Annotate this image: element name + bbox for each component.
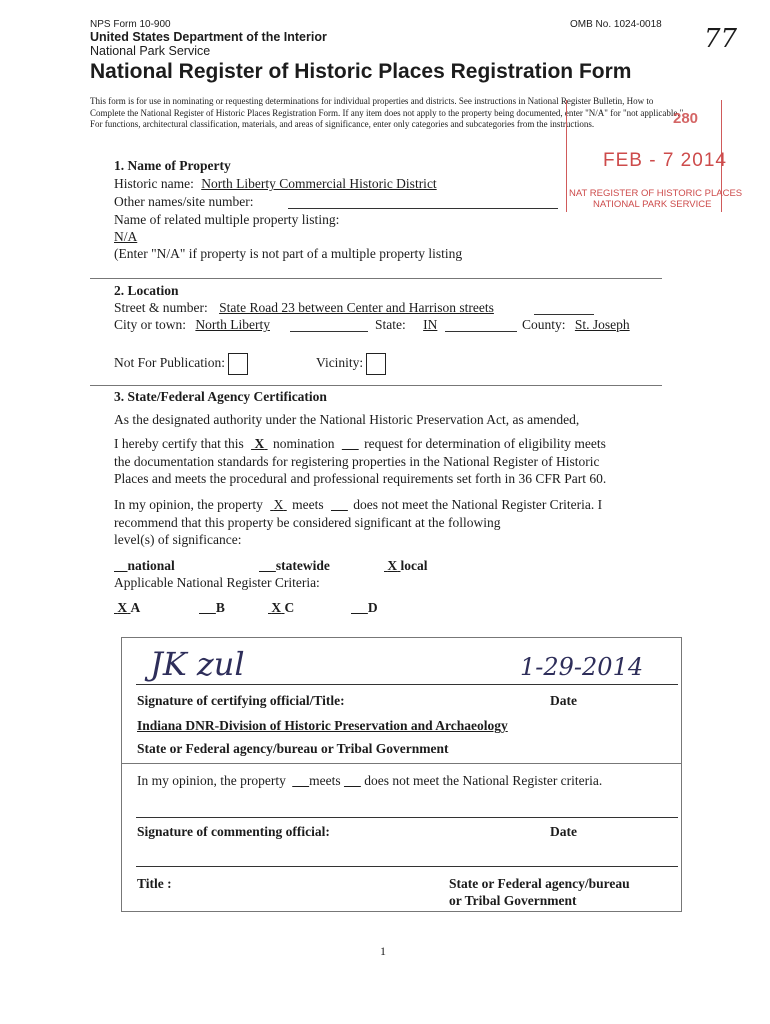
instructions-paragraph: This form is for use in nominating or requesting determinations for individual properties and districts. See instructions in National Register Bulletin, How to Complete the National Register of Historic Places Registration Form. If any item does not apply to the property being documented, enter "N/A" for "not applicable." For functions, architectural classification, materials, and areas of significance, enter only categories and subcategories from the instructions. [90,96,684,129]
certify-line-3: Places and meets the procedural and professional requirements set forth in 36 CFR Part 60. [114,471,607,486]
other-names-row [114,194,253,210]
section-3-heading: 3. State/Federal Agency Certification [114,389,327,404]
certify-line-2: the documentation standards for registering properties in the National Register of Historic [114,454,600,469]
signature-line [136,684,678,685]
signature-label: Signature of certifying official/Title: [137,693,345,708]
certifying-date-handwritten[interactable]: 1-29-2014 [520,653,644,681]
stamp-service-line: NATIONAL PARK SERVICE [593,199,712,210]
agency-bureau-line-1: State or Federal agency/bureau [449,876,630,891]
date-label: Date [550,693,577,708]
stamp-register-line: NAT REGISTER OF HISTORIC PLACES [569,188,743,199]
street-blank-tail [534,314,594,315]
nomination-mark[interactable]: X [254,436,265,451]
form-title: National Register of Historic Places Registration Form [90,60,632,83]
related-listing-label: Name of related multiple property listing: [114,212,340,227]
state-blank-tail [445,331,517,332]
service-name: National Park Service [90,44,211,58]
commenting-signature-line[interactable] [136,817,678,818]
opinion-text-c: does not meet the National Register Criteria. I [353,497,603,512]
street-value[interactable]: State Road 23 between Center and Harrison streets [219,300,494,315]
criteria-b[interactable]: B [215,600,225,615]
street-label: Street & number: [114,300,208,315]
section-1-heading: 1. Name of Property [114,158,231,173]
commenting-signature-label: Signature of commenting official: [137,824,330,839]
county-row [522,317,630,333]
received-stamp [566,100,743,212]
handwritten-page-number: 77 [704,24,738,54]
street-row [114,300,494,316]
commenting-meets-mark[interactable] [292,773,309,788]
opinion-line-1 [114,497,602,513]
commenting-does-not-meet-mark[interactable] [344,773,361,788]
other-names-label: Other names/site number: [114,194,254,209]
criteria-label: Applicable National Register Criteria: [114,575,320,590]
certify-text-b: nomination [272,436,335,451]
not-for-publication-row [114,353,248,375]
certify-line-1 [114,436,606,452]
historic-name-value[interactable]: North Liberty Commercial Historic District [201,176,437,191]
criteria-a[interactable]: X A [117,600,141,615]
opinion-line-3: level(s) of significance: [114,532,242,547]
city-value[interactable]: North Liberty [195,317,270,332]
criteria-d[interactable]: D [367,600,378,615]
certify-text-a: I hereby certify that this [114,436,244,451]
vicinity-checkbox[interactable] [366,353,386,375]
commenting-opinion-c: does not meet the National Register criteria. [364,773,603,788]
opinion-text-a: In my opinion, the property [114,497,263,512]
authority-line: As the designated authority under the National Historic Preservation Act, as amended, [114,412,580,427]
signature-box-divider [121,763,682,764]
level-national[interactable]: national [127,558,175,573]
section-2-heading: 2. Location [114,283,179,298]
vicinity-row [316,353,386,375]
related-listing-note: (Enter "N/A" if property is not part of a multiple property listing [114,246,463,261]
other-names-blank[interactable] [288,208,558,209]
city-row [114,317,270,333]
title-line[interactable] [136,866,678,867]
request-mark[interactable] [342,436,359,451]
level-local[interactable]: X local [387,558,428,573]
does-not-meet-mark[interactable] [331,497,348,512]
county-value[interactable]: St. Joseph [574,317,630,332]
opinion-line-2: recommend that this property be considered significant at the following [114,515,501,530]
commenting-opinion-a: In my opinion, the property [137,773,286,788]
historic-name-label: Historic name: [114,176,194,191]
criteria-c[interactable]: X C [271,600,295,615]
state-row [375,317,437,333]
related-listing-value[interactable]: N/A [114,229,138,244]
commenting-opinion-b: meets [309,773,341,788]
commenting-opinion-line [137,773,602,789]
form-number: NPS Form 10-900 [90,19,171,30]
title-label: Title : [137,876,172,891]
historic-name-row [114,176,437,192]
office-name: Indiana DNR-Division of Historic Preservation and Archaeology [137,718,508,733]
opinion-text-b: meets [292,497,324,512]
state-value[interactable]: IN [423,317,438,332]
agency-label: State or Federal agency/bureau or Tribal Government [137,741,449,756]
agency-name: United States Department of the Interior [90,30,327,44]
omb-number: OMB No. 1024-0018 [570,19,662,30]
level-statewide[interactable]: statewide [275,558,330,573]
agency-bureau-line-2: or Tribal Government [449,893,577,908]
city-blank-tail [290,331,368,332]
state-label: State: [375,317,406,332]
commenting-date-label: Date [550,824,577,839]
not-for-publication-label: Not For Publication: [114,355,225,371]
meets-mark[interactable]: X [273,497,284,512]
page-number: 1 [380,944,386,958]
certify-text-c: request for determination of eligibility meets [364,436,606,451]
city-label: City or town: [114,317,187,332]
vicinity-label: Vicinity: [316,355,364,371]
stamp-code: 280 [673,110,699,127]
not-for-publication-checkbox[interactable] [228,353,248,375]
section-divider-2 [90,385,662,386]
stamp-date: FEB - 7 2014 [603,150,727,171]
county-label: County: [522,317,566,332]
certifying-signature[interactable]: JK zul [150,645,245,683]
section-divider-1 [90,278,662,279]
